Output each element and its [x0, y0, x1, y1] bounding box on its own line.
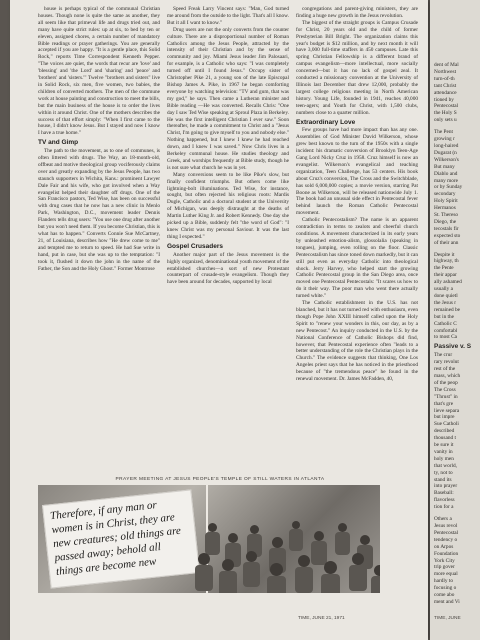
facing-text-line: dent of Mal	[434, 62, 459, 68]
facing-text-line: focusing o	[434, 585, 457, 592]
crowd	[188, 503, 380, 593]
facing-text-line: that world,	[434, 462, 457, 469]
facing-text-line: rary revolut	[434, 359, 459, 366]
facing-page-text	[434, 62, 480, 606]
page-footer: TIME, JUNE 21, 1971	[298, 616, 345, 621]
paragraph: The Catholic establishment in the U.S. has not blanched, but it has not turned red with enthusiasm, even though Pope John XXIII himself called upon the Holy Spirit to "renew your wonders in this, our day, as by a new Pentecost." An inquiry conducted in the U.S. by the National Conference of Catholic Bishops did find, however, that Pentecostal experience often "leads to a better understanding of the role the Christian plays in the Church." The evidence suggests that thinking, One Los Angeles priest says that he has noticed in the priesthood because of "the tremendous peace" he found in the renewal movement. Dr. James McFadden, 40,	[296, 300, 418, 383]
facing-text-line: long-haired	[434, 142, 459, 149]
facing-text-line: tioned by	[434, 96, 454, 103]
facing-text-line: but impre	[434, 414, 455, 421]
facing-text-line: mass, which	[434, 372, 461, 379]
prayer-meeting-photo	[38, 485, 380, 593]
facing-text-line: thousand t	[434, 435, 456, 442]
facing-text-line: tion for a	[434, 504, 454, 511]
facing-text-line: Sue Catholi	[434, 421, 459, 428]
facing-text-line: secondary	[434, 191, 456, 198]
facing-text-line: Catholic C	[434, 320, 457, 327]
facing-text-line: but in the	[434, 313, 455, 320]
person-body	[349, 565, 367, 591]
facing-text-line: growing r	[434, 136, 455, 143]
facing-text-line: the Jesus r	[434, 299, 457, 306]
facing-text-line: Baseball:	[434, 490, 454, 497]
paragraph: Another major part of the Jesus movement is the highly organized, denominational youth movement of the established churches—a sort of new Protestant counterpart of crusade-style evangelism. Though they have been around for decades, supported by local	[167, 251, 289, 286]
facing-text-line: tant Christ	[434, 82, 457, 89]
facing-text-line: on Arpos	[434, 543, 454, 550]
facing-text-line: or by Sunday	[434, 184, 463, 191]
person-figure	[314, 531, 324, 541]
facing-text-block	[434, 352, 480, 511]
person-figure	[272, 537, 283, 548]
facing-text-line: Foundation	[434, 550, 459, 557]
facing-text-line: stand its	[434, 476, 452, 483]
facing-text-block	[434, 516, 480, 606]
facing-text-line: tendency o	[434, 536, 458, 543]
facing-text-line: The Pent	[434, 129, 453, 136]
facing-text-line: ally ashamed	[434, 279, 462, 286]
facing-text-line: "Thrust" in	[434, 393, 458, 400]
person-figure	[208, 523, 217, 532]
facing-text-line: Diablo and	[434, 170, 458, 177]
facing-text-line: the Holy S	[434, 110, 457, 117]
photo-caption: PRAYER MEETING AT JESUS PEOPLE'S TEMPLE OF STILL WATERS IN ATLANTA	[115, 477, 325, 482]
facing-text-line: But many	[434, 163, 455, 170]
facing-text-line: expected sto	[434, 232, 461, 239]
person-figure	[374, 565, 380, 576]
facing-text-line: flavorless	[434, 497, 455, 504]
facing-text-line: The crur	[434, 352, 453, 359]
person-figure	[250, 525, 259, 534]
facing-text-line: of their ann	[434, 239, 459, 246]
person-figure	[270, 563, 283, 576]
facing-text-line: Wilkerson's	[434, 156, 459, 163]
person-body	[205, 532, 220, 555]
facing-text-line: hardly to	[434, 578, 453, 585]
facing-text-line: Dugarat (n	[434, 149, 457, 156]
facing-text-line: Hermanos	[434, 205, 456, 212]
person-figure	[292, 521, 300, 529]
facing-page	[430, 0, 480, 640]
facing-text-line: tecostals fir	[434, 225, 459, 232]
facing-text-line: usually a	[434, 286, 453, 293]
facing-text-line: holy men	[434, 455, 454, 462]
facing-text-line: lieve separa	[434, 407, 460, 414]
magazine-page	[10, 0, 428, 640]
person-figure	[246, 551, 257, 562]
person-figure	[324, 561, 337, 574]
facing-section-heading: Passive v. S	[434, 343, 472, 351]
paragraph: congregations and parent-giving ministers, they are finding a huge new growth in the Jesus revolution.	[296, 6, 418, 19]
paragraph: house is perhaps typical of the communal Christian houses. Though none is quite the same as another, they all seem like that primeval life and drugs tried out, and many have quite strict rules: up at six, to bed by ten or eleven, assigned chores, a certain number of mandatory Bible readings or prayer gatherings. You are generally accepted if you are happy. "It is a gentle place, this Solid Rock," reports Time Correspondent Kenneth Pepper. "The voices are quiet, the words that recur are 'love' and 'blessing' and 'the Lord' and 'sharing' and 'peace' and 'brothers' and 'sisters.'" Twelve "brothers and sisters" live in Solid Rock, six men, five women, two babies, the children of converted mothers. The men of the commune work at house painting and construction to meet the bills, but the main business of the house is to order the lives within it around Christ. One of the mothers describes the success of that effort simply: "When I first came to the house, I didn't know Jesus. But I stayed and now I know I have a true home."	[38, 6, 160, 137]
facing-text-line: their appar	[434, 272, 457, 279]
facing-text-line: Others a	[434, 516, 452, 523]
person-figure	[352, 553, 364, 565]
person-figure	[198, 553, 210, 565]
paragraph: Speed Freak Larry Vincent says: "Man, God turned me around from the outside to the light. That's all I know. But it all I want to know."	[167, 6, 289, 26]
section-heading: Gospel Crusaders	[167, 242, 223, 250]
paragraph: Drug users are not the only converts from the counter culture. There are a disproportional number of Roman Catholics among the Jesus People, attracted by the intensity of their Christian and by the sense of community and joy. Miami Jesus leader Jim Palosaari, for example, is a Catholic who says: "I was completely turned off until I found Jesus." Occupy sister of Christopher Pike 21, a young son of the late Episcopal Bishop James A. Pike, in 1967 he began comforting everyone by watching television: "TV and gum, that was my god," he says. Then came a Lutheran minister and Bible reading —He was converted. Recalls Chris: "One day I saw Ted Wise speaking at Sproul Plaza in Berkeley. He was the first intelligent Christian I ever saw." Soon thereafter, he made a commitment to Christ and a "Jesus Christ, I'm going to give myself to you and nobody else." Nothing happened, but I knew I knew he had reached down, and I knew I was saved." Now Chris lives in a Berkeley communal house. He studies theology and Greek, and worships frequently at Bible study, though he is not sure what church he was in yet.	[167, 26, 289, 171]
facing-page-footer: TIME, JUNE	[434, 616, 461, 621]
facing-text-line: Despite it	[434, 251, 455, 258]
paragraph: The biggest of the straight groups is Campus Crusade for Christ, 20 years old and the child of former Presbyterian Bill Bright. The organization claims this year's budget is $12 million, and by next month it will have 3,000 full-time staffers in 450 campuses. Late this spring Christian Fellowship is a different brand of campus evangelism—more intellectual, more socially concerned—but it has no lack of gospel zeal. It conducted a missionary convention at the University of Illinois last December that drew 12,000, probably the largest college religious meeting in North American history. Young Life, founded in 1941, reaches 40,000 teen-agers; and Youth for Christ, with 1,500 clubs, numbers close to a quarter million.	[296, 19, 418, 116]
paragraph: Catholic Pentecostalism? The name is an apparent contradiction in terms to zealots and cheerful church conditions. A movement characterized in its early years by unleashed emotion-alism, glossolalia (speaking in tongues), jumping, even rolling on the floor. Classic Pentecostalism has since toned down markedly, but it can still put even as everyday Catholic into theological shock. Jerry Harvey, who helped start the growing Catholic Pentecostal group in the San Diego area, once moved one Pentecostal Pentecostals: "It scares us how to do it their way. The poor man who went there actually turned white."	[296, 217, 418, 300]
facing-text-line: Pentecostal	[434, 103, 459, 110]
facing-text-line: to most Ca	[434, 334, 457, 341]
facing-text-line: turn-of-th	[434, 75, 455, 82]
person-figure	[298, 555, 310, 567]
facing-text-line: only sets u	[434, 117, 457, 124]
person-figure	[360, 535, 370, 545]
person-body	[289, 529, 303, 551]
facing-text-line: highway, th	[434, 258, 459, 265]
article-column-1	[38, 6, 160, 474]
section-heading: Extraordinary Love	[296, 118, 356, 126]
facing-text-line: rest of the	[434, 366, 456, 373]
section-heading: TV and Gimp	[38, 139, 79, 147]
person-body	[321, 574, 340, 593]
facing-text-line: described	[434, 428, 455, 435]
person-figure	[228, 533, 238, 543]
facing-text-line: many more	[434, 177, 458, 184]
facing-text-line: be sure it	[434, 442, 454, 449]
facing-text-line: trip gover	[434, 564, 455, 571]
facing-text-line: vanity in	[434, 448, 453, 455]
person-body	[335, 532, 350, 555]
facing-text-block	[434, 62, 480, 124]
paragraph: Few groups have had more impact than has any one. Assemblies of God Minister David Wilkerson, whose grew best known to the turn of the 1950s with a single incident: his dramatic conversion of Brooklyn Teen-Age Gang Lord Nicky Cruz in 1958. Cruz himself is now an evangelist. Wilkerson's evangelical and teaching organization, Teen Challenge, has 53 centers. His book about Cruz's conversion, The Cross and the Switchblade, has sold 6,000,000 copies; a movie version, starring Pat Boone as Wilkerson, will be released nationwide July 1. The book had an unusual side effect in Pentecostal fever behind launch the Roman Catholic Pentecostal movement.	[296, 127, 418, 217]
facing-text-line: the Pente	[434, 265, 454, 272]
facing-text-line: ty, not to	[434, 469, 453, 476]
paragraph: Many conversions seem to be like Pike's slow, but finally confident triumphs. But others come like lightning-bolt illuminations. Ted Wise, for instance, sought, but often rejected his religious roots: Mardis Dugle, Catholic and a doctoral student at the University of Michigan, was deeply distraught at the deaths of Martin Luther King Jr. and Robert Kennedy. One day she picked up a Bible, suddenly felt "the word of God": "I knew Christ was my personal Saviour. It was the last thing I expected."	[167, 171, 289, 240]
facing-text-line: Jesus revol	[434, 523, 458, 529]
facing-text-line: into prayer	[434, 483, 458, 490]
facing-text-line: come abo	[434, 592, 455, 599]
person-body	[267, 576, 286, 593]
person-figure	[222, 559, 234, 571]
facing-text-line: The Cross	[434, 386, 456, 393]
person-body	[243, 562, 260, 587]
facing-text-line: more equal	[434, 571, 458, 578]
facing-text-block	[434, 129, 480, 246]
facing-text-block	[434, 252, 480, 342]
facing-text-line: York City	[434, 557, 455, 564]
facing-text-line: that's gre	[434, 400, 454, 407]
facing-text-line: St. Thereso	[434, 212, 459, 219]
facing-text-line: Northwest	[434, 68, 457, 75]
facing-text-line: Holy Spirit	[434, 198, 458, 205]
person-figure	[338, 523, 347, 532]
person-body	[195, 565, 213, 591]
person-body	[295, 567, 313, 593]
person-body	[371, 576, 380, 593]
article-body	[38, 6, 418, 476]
facing-text-line: done quietl	[434, 293, 458, 299]
facing-text-line: ment and Vi	[434, 598, 460, 605]
facing-text-line: remained be	[434, 306, 461, 313]
person-body	[219, 571, 237, 593]
article-column-3	[296, 6, 418, 474]
facing-text-line: comfortabl	[434, 327, 458, 334]
facing-text-line: Pentecostal	[434, 529, 459, 536]
facing-text-line: attendance	[434, 89, 457, 96]
person-body	[311, 541, 327, 565]
facing-text-line: of the peop	[434, 379, 458, 386]
paragraph: The path to the movement, as to one of communes, is often littered with drugs. The Way, an 18-month-old, offbeat and motive theological group vociferously claims over and greatly expanding by the Jesus People, has two staunch supporters in Wichita, Kans.: prominent Lawyer Dale Fair and his wife, who got involved when a Way evangelist helped their daughter off drugs. One of the San Francisco pastors, Ted Wise, has been on successful with drug cases that he now has a new clinic in Menlo Park, Washington, D.C., movement leader Dennis Flanders tells drug users: "You use one drug after another but you won't need them. If you become Christian, this is what has to happen." Converts Connie Sue McCartney, 21, of Louisiana, describes how "He drew come to me" and tempted me to return to speed. He had Sue write in hand, put in case, but she was up to the temptation: "I took it, flushed it down the john in the name of the Father, the Son and the Holy Ghost." Former Montrose	[38, 148, 160, 272]
facing-text-line: Diego, the	[434, 218, 457, 225]
article-column-2	[167, 6, 289, 474]
banner-sign: Therefore, if any man or women is in Christ, they are new creatures; old things are passed away; behold all things are become new	[42, 489, 200, 588]
